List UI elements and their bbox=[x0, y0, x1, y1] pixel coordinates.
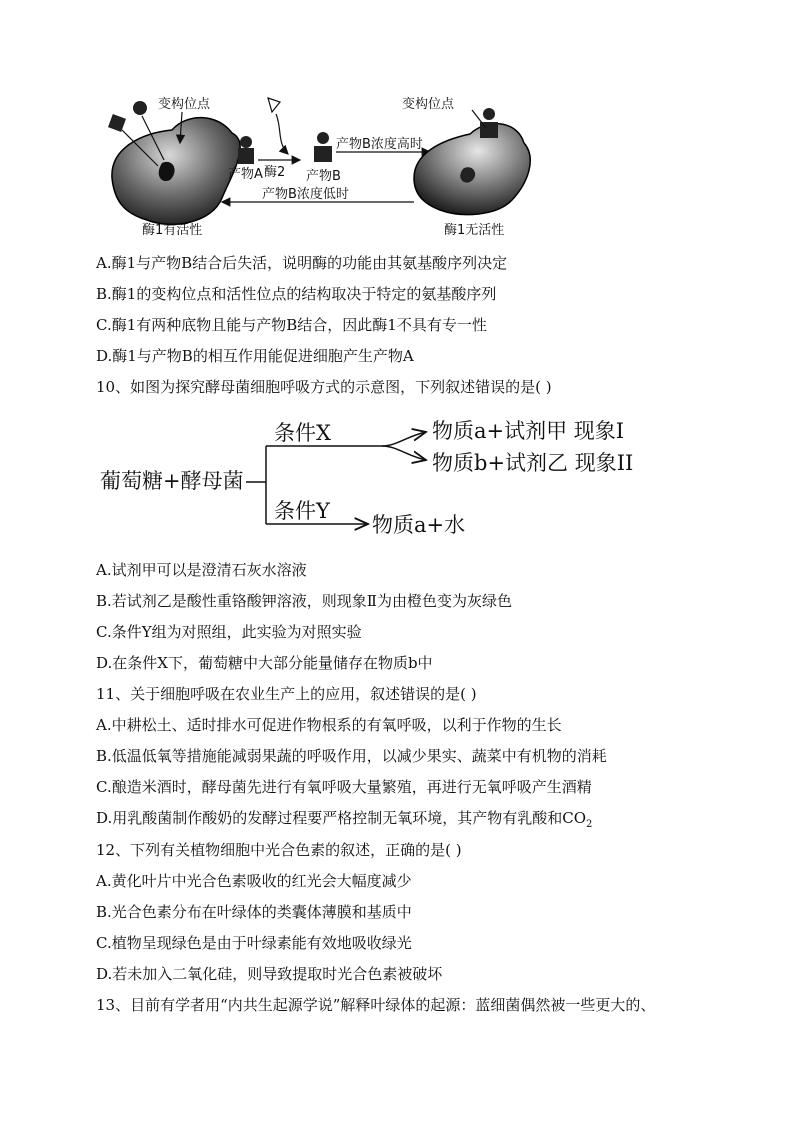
q11-option-b: B.低温低氧等措施能减弱果蔬的呼吸作用，以减少果实、蔬菜中有机物的消耗 bbox=[96, 747, 607, 765]
allosteric-site-left-label: 变构位点 bbox=[158, 97, 211, 112]
q10-option-c: C.条件Y组为对照组，此实验为对照实验 bbox=[96, 623, 362, 641]
branch3-label: 物质a+水 bbox=[372, 513, 466, 537]
product-b-label: 产物B bbox=[306, 169, 341, 184]
q10-option-b: B.若试剂乙是酸性重铬酸钾溶液，则现象Ⅱ为由橙色变为灰绿色 bbox=[96, 592, 512, 610]
start-label: 葡萄糖+酵母菌 bbox=[100, 469, 244, 493]
enzyme-diagram bbox=[92, 88, 692, 246]
product-a-label: 产物A bbox=[228, 167, 263, 182]
enzyme1-active-shape bbox=[112, 118, 240, 225]
cofactor-icon bbox=[268, 98, 280, 112]
q11-option-a: A.中耕松土、适时排水可促进作物根系的有氧呼吸，以利于作物的生长 bbox=[96, 716, 562, 734]
low-b-label: 产物B浓度低时 bbox=[262, 187, 349, 202]
q12-option-a: A.黄化叶片中光合色素吸收的红光会大幅度减少 bbox=[96, 872, 412, 890]
enzyme2-label: 酶2 bbox=[264, 165, 286, 180]
q12-option-d: D.若未加入二氧化硅，则导致提取时光合色素被破坏 bbox=[96, 965, 443, 983]
q11-stem: 11、关于细胞呼吸在农业生产上的应用，叙述错误的是( ) bbox=[96, 685, 477, 703]
condition-x-label: 条件X bbox=[274, 421, 331, 445]
enzyme1-active-label: 酶1有活性 bbox=[142, 223, 203, 238]
q11-option-d: D.用乳酸菌制作酸奶的发酵过程要严格控制无氧环境，其产物有乳酸和$CO_2$ bbox=[96, 809, 593, 830]
branch1-label: 物质a+试剂甲 现象I bbox=[432, 419, 625, 443]
yeast-respiration-figure bbox=[92, 414, 652, 544]
high-b-label: 产物B浓度高时 bbox=[336, 137, 423, 152]
substrate-cube-icon bbox=[108, 114, 126, 132]
q13-stem: 13、目前有学者用“内共生起源学说”解释叶绿体的起源：蓝细菌偶然被一些更大的、 bbox=[96, 996, 656, 1014]
q11-option-c: C.酿造米酒时，酵母菌先进行有氧呼吸大量繁殖，再进行无氧呼吸产生酒精 bbox=[96, 778, 592, 796]
q9-option-d: D.酶1与产物B的相互作用能促进细胞产生产物A bbox=[96, 347, 414, 365]
enzyme1-inactive-label: 酶1无活性 bbox=[444, 223, 505, 238]
q12-stem: 12、下列有关植物细胞中光合色素的叙述，正确的是( ) bbox=[96, 841, 462, 859]
q10-option-a: A.试剂甲可以是澄清石灰水溶液 bbox=[96, 561, 307, 579]
product-a-icon bbox=[238, 148, 254, 164]
condition-y-label: 条件Y bbox=[274, 499, 330, 523]
substrate-ball-icon bbox=[133, 101, 147, 115]
branch2-label: 物质b+试剂乙 现象II bbox=[432, 451, 634, 475]
q9-option-c: C.酶1有两种底物且能与产物B结合，因此酶1不具有专一性 bbox=[96, 316, 487, 334]
q9-option-b: B.酶1的变构位点和活性位点的结构取决于特定的氨基酸序列 bbox=[96, 285, 497, 303]
q12-option-c: C.植物呈现绿色是由于叶绿素能有效地吸收绿光 bbox=[96, 934, 412, 952]
q12-option-b: B.光合色素分布在叶绿体的类囊体薄膜和基质中 bbox=[96, 903, 412, 921]
enzyme-regulation-figure bbox=[92, 88, 512, 246]
respiration-diagram bbox=[92, 414, 652, 544]
q9-option-a: A.酶1与产物B结合后失活，说明酶的功能由其氨基酸序列决定 bbox=[96, 254, 508, 272]
q10-option-d: D.在条件X下，葡萄糖中大部分能量储存在物质b中 bbox=[96, 654, 433, 672]
product-b-icon bbox=[314, 146, 332, 162]
allosteric-site-right-label: 变构位点 bbox=[402, 97, 455, 112]
q10-stem: 10、如图为探究酵母菌细胞呼吸方式的示意图，下列叙述错误的是( ) bbox=[96, 378, 552, 396]
